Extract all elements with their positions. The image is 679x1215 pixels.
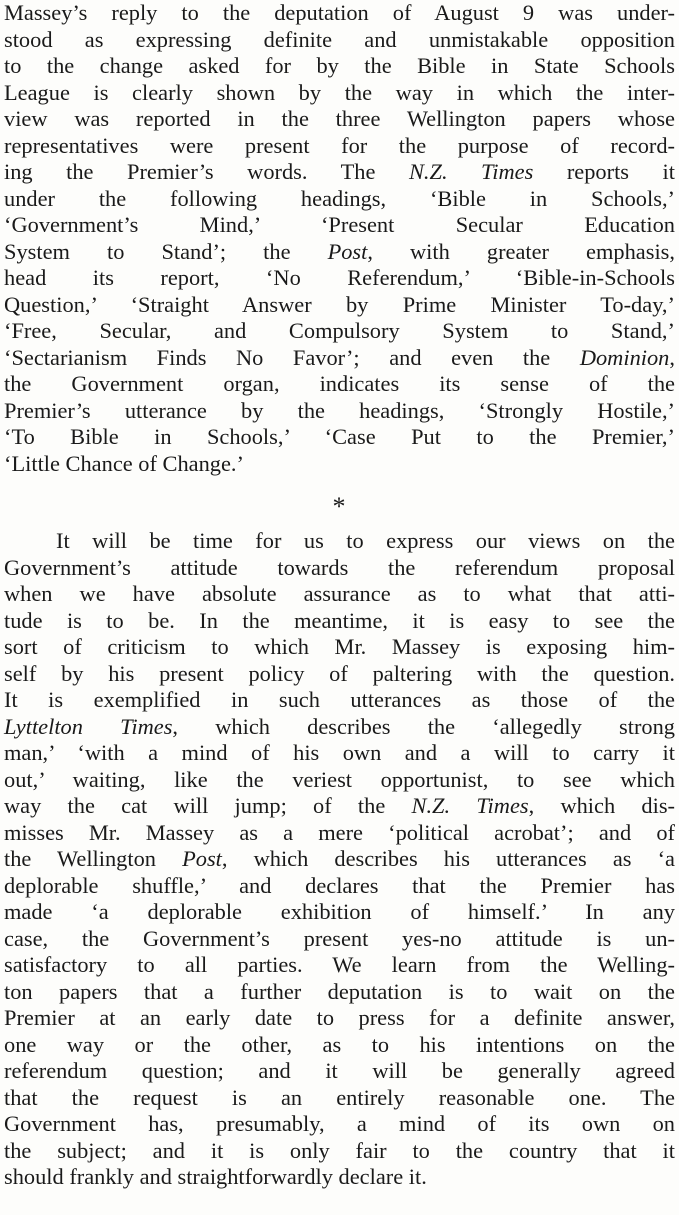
- text-line: one way or the other, as to his intentions on the: [4, 1031, 675, 1057]
- text-line: ‘Government’s Mind,’ ‘Present Secular Education: [4, 212, 675, 237]
- text-line: satisfactory to all parties. We learn from the Welling-: [4, 952, 675, 977]
- text-line: out,’ waiting, like the veriest opportunist, to see which: [4, 766, 675, 792]
- text-line: ing the Premier’s words. The N.Z. Times reports it: [4, 159, 675, 184]
- text-line: misses Mr. Massey as a mere ‘political acrobat’; and of: [4, 819, 675, 845]
- text-line: view was reported in the three Wellington papers whose: [4, 106, 675, 131]
- text-line: deplorable shuffle,’ and declares that the Premier has: [4, 872, 675, 898]
- text-line: under the following headings, ‘Bible in Schools,’: [4, 185, 675, 211]
- text-line: It is exemplified in such utterances as those of the: [4, 687, 675, 712]
- text-line: sort of criticism to which Mr. Massey is exposing him-: [4, 634, 675, 659]
- text-line: man,’ ‘with a mind of his own and a will to carry it: [4, 740, 675, 765]
- text-line: to the change asked for by the Bible in State Schools: [4, 53, 675, 78]
- text-line: should frankly and straightforwardly declare it.: [4, 1164, 427, 1189]
- text-line: case, the Government’s present yes-no attitude is un-: [4, 925, 675, 951]
- text-line: It will be time for us to express our views on the: [56, 528, 675, 553]
- text-line: referendum question; and it will be generally agreed: [4, 1058, 675, 1083]
- text-line: ton papers that a further deputation is to wait on the: [4, 978, 675, 1004]
- text-line: Massey’s reply to the deputation of August 9 was under-: [4, 0, 675, 25]
- text-line: Government’s attitude towards the referendum proposal: [4, 554, 675, 580]
- text-line: the Wellington Post, which describes his utterances as ‘a: [4, 846, 675, 871]
- section-separator: *: [332, 492, 346, 521]
- text-line: Lyttelton Times, which describes the ‘allegedly strong: [4, 713, 675, 739]
- text-line: ‘Sectarianism Finds No Favor’; and even the Dominion,: [4, 344, 675, 370]
- text-line: ‘Free, Secular, and Compulsory System to Stand,’: [4, 318, 675, 343]
- text-line: System to Stand’; the Post, with greater emphasis,: [4, 238, 675, 264]
- text-line: tude is to be. In the meantime, it is easy to see the: [4, 607, 675, 633]
- text-line: head its report, ‘No Referendum,’ ‘Bible-in-Schools: [4, 265, 675, 290]
- text-line: stood as expressing definite and unmistakable opposition: [4, 26, 675, 52]
- text-line: the Government organ, indicates its sense of the: [4, 371, 675, 396]
- text-line: ‘To Bible in Schools,’ ‘Case Put to the Premier,’: [4, 424, 675, 449]
- text-line: way the cat will jump; of the N.Z. Times, which dis-: [4, 793, 675, 818]
- paragraph: [4, 528, 675, 1191]
- text-line: League is clearly shown by the way in which the inter-: [4, 79, 675, 105]
- text-line: self by his present policy of paltering with the question.: [4, 660, 675, 686]
- text-line: that the request is an entirely reasonable one. The: [4, 1084, 675, 1110]
- text-line: the subject; and it is only fair to the country that it: [4, 1137, 675, 1163]
- text-line: made ‘a deplorable exhibition of himself.’ In any: [4, 899, 675, 924]
- text-line: when we have absolute assurance as to what that atti-: [4, 581, 675, 606]
- paragraph: [4, 0, 675, 477]
- text-line: representatives were present for the purpose of record-: [4, 132, 675, 158]
- text-line: Government has, presumably, a mind of its own on: [4, 1111, 675, 1136]
- text-line: Premier’s utterance by the headings, ‘Strongly Hostile,’: [4, 397, 675, 423]
- text-line: Premier at an early date to press for a definite answer,: [4, 1005, 675, 1030]
- text-line: ‘Little Chance of Change.’: [4, 450, 244, 476]
- text-line: Question,’ ‘Straight Answer by Prime Minister To-day,’: [4, 291, 675, 317]
